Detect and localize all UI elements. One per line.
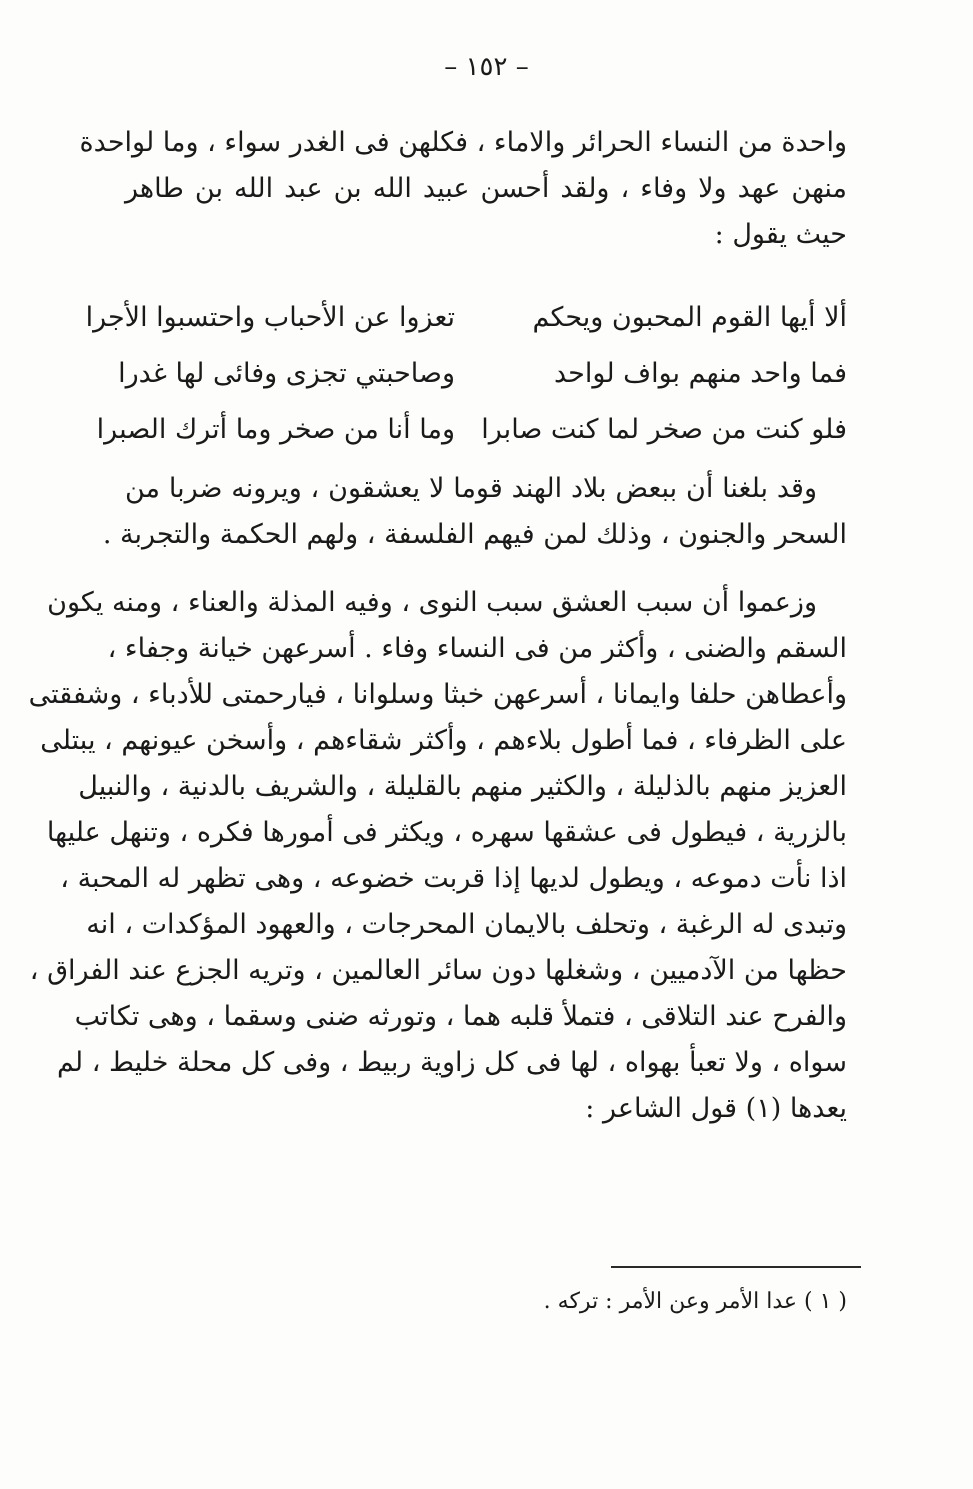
verse-first-hemistich: فلو كنت من صخر لما كنت صابرا (481, 414, 847, 445)
verse-first-hemistich: ألا أيها القوم المحبون ويحكم (532, 302, 847, 333)
intro-line: حيث يقول : (714, 219, 847, 250)
paragraph-love (28, 580, 847, 1132)
verse (118, 346, 847, 402)
footnote: ( ١ ) عدا الأمر وعن الأمر : تركه . (543, 1289, 847, 1314)
poem (85, 290, 847, 458)
paragraph-line: وتبدى له الرغبة ، وتحلف بالايمان المحرجات ، والعهود المؤكدات ، انه (86, 909, 847, 940)
paragraph-line: وزعموا أن سبب العشق سبب النوى ، وفيه المذلة والعناء ، ومنه يكون (47, 587, 817, 618)
intro-line: واحدة من النساء الحرائر والاماء ، فكلهن فى الغدر سواء ، وما لواحدة (79, 127, 847, 158)
paragraph-line: اذا نأت دموعه ، ويطول لديها إذا قربت خضوعه ، وهى تظهر له المحبة ، (60, 863, 847, 894)
footnote-divider (611, 1266, 861, 1268)
paragraph-line: على الظرفاء ، فما أطول بلاءهم ، وأكثر شقاءهم ، وأسخن عيونهم ، يبتلى (40, 725, 847, 756)
paragraph-line: حظها من الآدميين ، وشغلها دون سائر العالمين ، وتريه الجزع عند الفراق ، (29, 955, 847, 986)
paragraph-line: السحر والجنون ، وذلك لمن فيهم الفلسفة ، ولهم الحكمة والتجربة . (102, 519, 847, 550)
paragraph-line: السقم والضنى ، وأكثر من فى النساء وفاء . أسرعهن خيانة وجفاء ، (107, 633, 847, 664)
verse-second-hemistich: وصاحبتي تجزى وفائى لها غدرا (118, 358, 455, 389)
intro-line: منهن عهد ولا وفاء ، ولقد أحسن عبيد الله بن عبد الله بن طاهر (125, 173, 847, 204)
page-number: – ١٥٢ – (444, 52, 529, 82)
verse-first-hemistich: فما واحد منهم بواف لواحد (554, 358, 847, 389)
verse-second-hemistich: تعزوا عن الأحباب واحتسبوا الأجرا (85, 302, 455, 333)
paragraph-line: العزيز منهم بالذليلة ، والكثير منهم بالقليلة ، والشريف بالدنية ، والنبيل (78, 771, 847, 802)
paragraph-line: وأعطاهن حلفا وايمانا ، أسرعهن خبثا وسلوانا ، فيارحمتى للأدباء ، وشفقتى (28, 679, 847, 710)
intro-paragraph (79, 120, 847, 258)
paragraph-india (102, 466, 847, 558)
verse-second-hemistich: وما أنا من صخر وما أترك الصبرا (96, 414, 455, 445)
verse (85, 290, 847, 346)
paragraph-line: يعدها (١) قول الشاعر : (585, 1093, 847, 1124)
verse (96, 402, 847, 458)
paragraph-line: بالزرية ، فيطول فى عشقها سهره ، ويكثر فى أمورها فكره ، وتنهل عليها (46, 817, 847, 848)
paragraph-line: والفرح عند التلاقى ، فتملأ قلبه هما ، وتورثه ضنى وسقما ، وهى تكاتب (74, 1001, 847, 1032)
paragraph-line: وقد بلغنا أن ببعض بلاد الهند قوما لا يعشقون ، ويرونه ضربا من (125, 473, 817, 504)
paragraph-line: سواه ، ولا تعبأ بهواه ، لها فى كل زاوية ربيط ، وفى كل محلة خليط ، لم (56, 1047, 847, 1078)
